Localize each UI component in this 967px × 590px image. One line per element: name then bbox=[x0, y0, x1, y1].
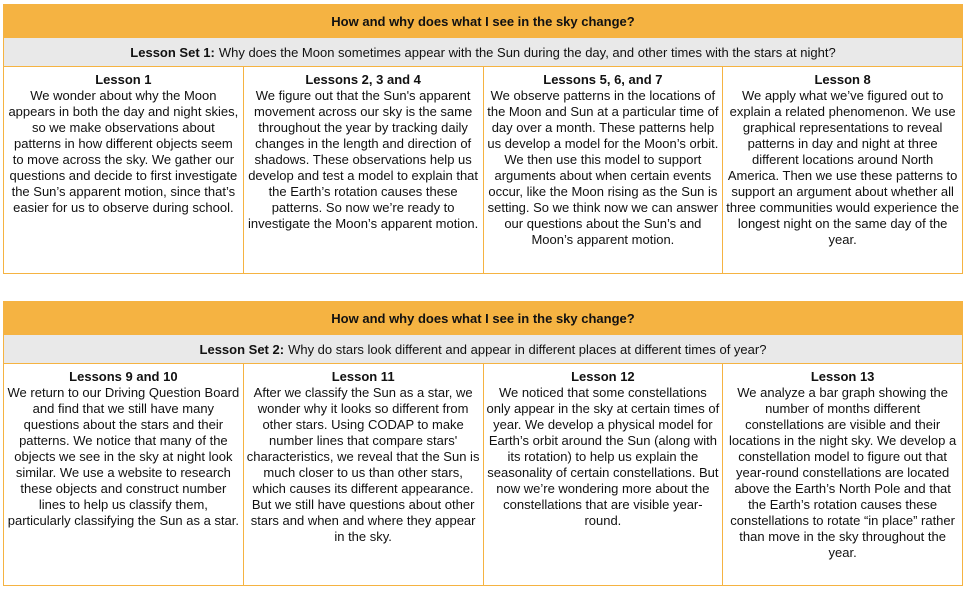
lesson-description: We analyze a bar graph showing the number of months different constellations are visible and their locations in the night sky. We develop a constellation model to figure out that year-round constellations are located above the Earth’s North Pole and that the Earth’s rotation causes these constellations to rotate “in place” rather than move in the sky throughout the year. bbox=[729, 385, 957, 560]
lesson-description: We observe patterns in the locations of the Moon and Sun at a particular time of day over a month. These patterns help us develop a model for the Moon’s orbit. We then use this model to support arguments about when certain events occur, like the Moon rising as the Sun is setting. So we think now we can answer our questions about the Sun’s and Moon’s apparent motion. bbox=[487, 88, 719, 247]
lesson-set-label: Lesson Set 2: bbox=[199, 341, 285, 357]
lesson-set-question bbox=[4, 334, 962, 364]
lesson-cell bbox=[484, 67, 724, 273]
lesson-title: Lesson 1 bbox=[95, 72, 152, 87]
lesson-description: We wonder about why the Moon appears in both the day and night skies, so we make observations about patterns in how different objects seem to move across the sky. We gather our questions and decide to first investigate the Sun’s apparent motion, since that’s easier for us to observe during school. bbox=[8, 88, 239, 215]
lesson-description: We return to our Driving Question Board and find that we still have many questions about the stars and their patterns. We notice that many of the objects we see in the sky at night look similar. We use a website to research these objects and construct number lines to help us classify them, particularly classifying the Sun as a star. bbox=[7, 385, 240, 528]
lesson-title: Lesson 12 bbox=[571, 369, 635, 384]
lesson-cell bbox=[244, 364, 484, 585]
lesson-set-question-text: Why does the Moon sometimes appear with the Sun during the day, and other times with the stars at night? bbox=[218, 44, 836, 60]
lesson-cell bbox=[4, 67, 244, 273]
lesson-cell bbox=[723, 67, 962, 273]
lesson-title: Lesson 11 bbox=[331, 369, 395, 384]
lesson-title: Lessons 2, 3 and 4 bbox=[305, 72, 421, 87]
lesson-description: After we classify the Sun as a star, we wonder why it looks so different from other stars. Using CODAP to make number lines that compare stars' characteristics, we reveal that the Sun is much closer to us than other stars, which causes its different appearance. But we still have questions about other stars and when and where they appear in the sky. bbox=[246, 385, 480, 544]
lesson-set-label: Lesson Set 1: bbox=[130, 44, 215, 60]
lesson-set-1-table bbox=[3, 4, 963, 274]
lesson-set-question-text: Why do stars look different and appear in different places at different times of year? bbox=[288, 341, 767, 357]
lesson-title: Lessons 5, 6, and 7 bbox=[543, 72, 663, 87]
lesson-columns bbox=[4, 67, 962, 273]
lesson-title: Lessons 9 and 10 bbox=[69, 369, 178, 384]
lesson-title: Lesson 8 bbox=[814, 72, 871, 87]
lesson-set-2-table bbox=[3, 301, 963, 586]
lesson-cell bbox=[723, 364, 962, 585]
lesson-cell bbox=[4, 364, 244, 585]
lesson-set-question bbox=[4, 37, 962, 67]
lesson-cell bbox=[484, 364, 724, 585]
lesson-description: We apply what we’ve figured out to explain a related phenomenon. We use graphical representations to reveal patterns in day and night at three different locations around North America. Then we use these patterns to support an argument about whether all three communities would experience the longest night on the same day of the year. bbox=[726, 88, 959, 247]
lesson-cell bbox=[244, 67, 484, 273]
driving-question-banner: How and why does what I see in the sky change? bbox=[4, 302, 962, 334]
lesson-description: We noticed that some constellations only appear in the sky at certain times of year. We develop a physical model for Earth’s orbit around the Sun (along with its rotation) to help us explain the seasonality of certain constellations. But now we’re wondering more about the constellations that are visible year-round. bbox=[486, 385, 720, 528]
lesson-columns bbox=[4, 364, 962, 585]
lesson-title: Lesson 13 bbox=[810, 369, 875, 384]
driving-question-banner: How and why does what I see in the sky change? bbox=[4, 5, 962, 37]
lesson-description: We figure out that the Sun's apparent movement across our sky is the same throughout the year by tracking daily changes in the length and direction of shadows. These observations help us develop and test a model to explain that the Earth’s rotation causes these patterns. So now we’re ready to investigate the Moon’s apparent motion. bbox=[247, 88, 479, 231]
